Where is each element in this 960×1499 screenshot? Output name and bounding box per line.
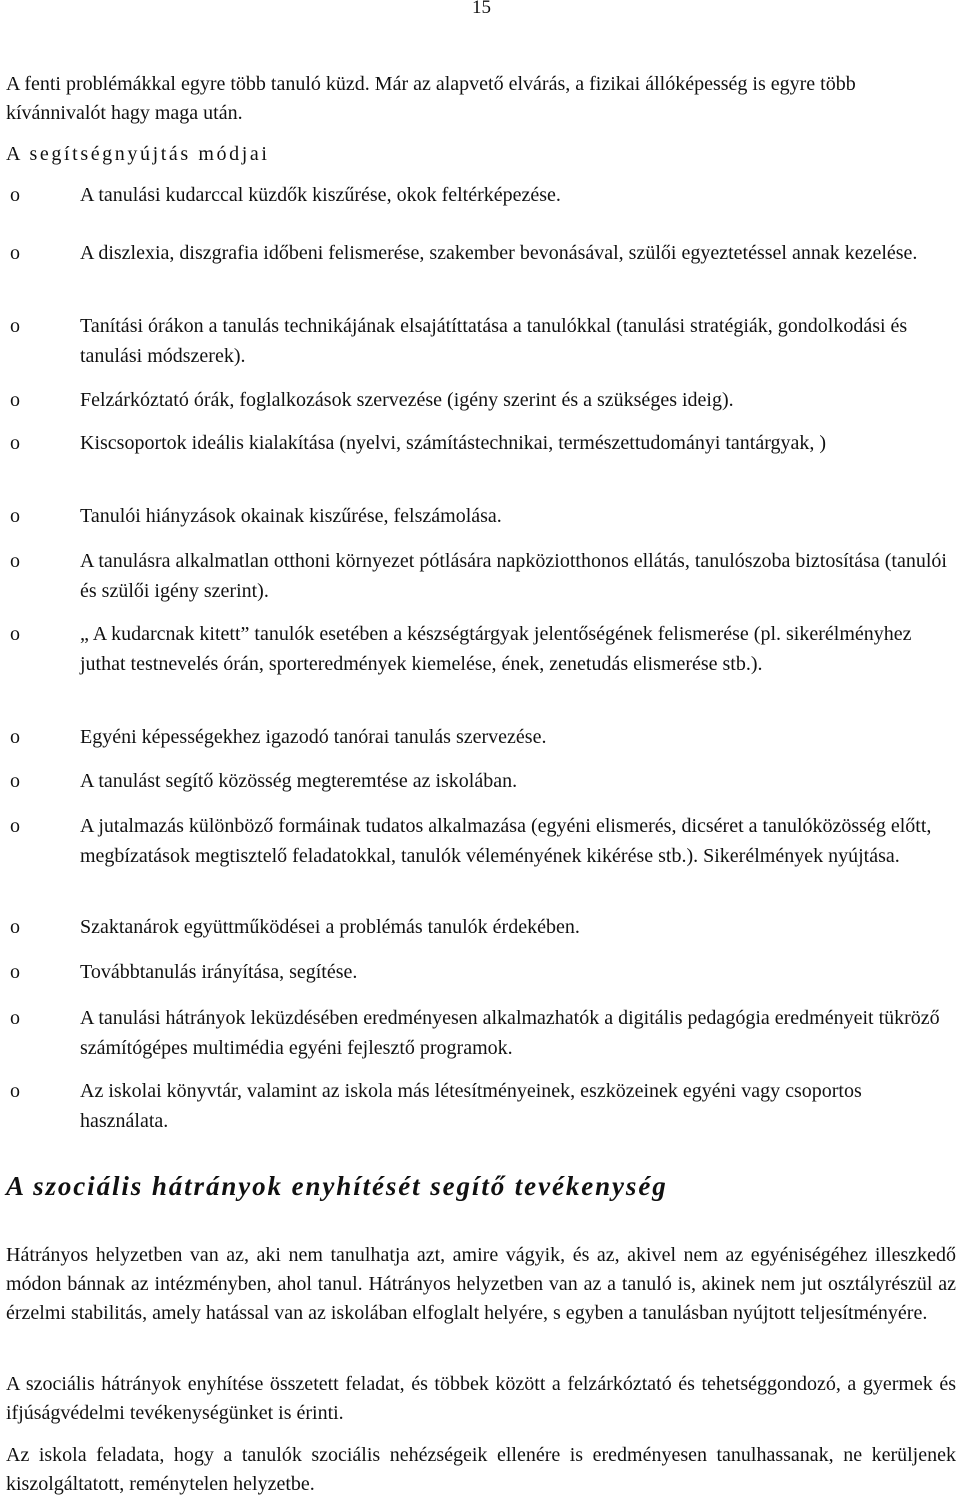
list-item <box>10 957 955 987</box>
intro-paragraph: A fenti problémákkal egyre több tanuló küzd. Már az alapvető elvárás, a fizikai állóképesség is egyre több kívánnivalót hagy maga után. <box>6 73 856 124</box>
bullet-icon: o <box>10 1007 20 1029</box>
list-item <box>10 912 955 942</box>
list-item-text: Tanítási órákon a tanulás technikájának elsajátíttatása a tanulókkal (tanulási stratégiák, gondolkodási és tanulási módszerek). <box>80 315 908 367</box>
bullet-icon: o <box>10 505 20 527</box>
list-item <box>10 722 955 752</box>
list-item <box>10 311 955 371</box>
social-paragraph: Hátrányos helyzetben van az, aki nem tanulhatja azt, amire vágyik, és az, akivel nem az egyéniségéhez illeszkedő módon bánnak az intézményben, ahol tanul. Hátrányos helyzetben van az a tanuló is, akinek nem jut osztályrészül az érzelmi stabilitás, amely hatással van az iskolában elfoglalt helyére, s egyben a tanulásban nyújtott teljesítményére. <box>6 1244 956 1324</box>
list-item <box>10 811 955 871</box>
list-item-text: Felzárkóztató órák, foglalkozások szervezése (igény szerint és a szükséges ideig). <box>80 389 734 411</box>
social-paragraph: A szociális hátrányok enyhítése összetett feladat, és többek között a felzárkóztató és tehetséggondozó, a gyermek és ifjúságvédelmi tevékenységünket is érinti. <box>6 1373 956 1424</box>
list-item-text: A tanulásra alkalmatlan otthoni környezet pótlására napköziotthonos ellátás, tanulószoba biztosítása (tanulói és szülői igény szerint). <box>80 550 947 602</box>
list-item-text: Az iskolai könyvtár, valamint az iskola más létesítményeinek, eszközeinek egyéni vagy csoportos használata. <box>80 1080 862 1132</box>
list-item <box>10 428 955 458</box>
list-item-text: Szaktanárok együttműködései a problémás tanulók érdekében. <box>80 916 580 938</box>
list-item <box>10 619 955 679</box>
list-item-text: Kiscsoportok ideális kialakítása (nyelvi, számítástechnikai, természettudományi tantárgyak, ) <box>80 432 827 454</box>
list-item-text: Továbbtanulás irányítása, segítése. <box>80 961 358 983</box>
bullet-icon: o <box>10 184 20 206</box>
bullet-icon: o <box>10 315 20 337</box>
help-methods-heading: A segítségnyújtás módjai <box>6 143 270 165</box>
list-item <box>10 385 955 415</box>
list-item <box>10 1003 955 1063</box>
list-item <box>10 501 955 531</box>
list-item-text: Tanulói hiányzások okainak kiszűrése, felszámolása. <box>80 505 502 527</box>
bullet-icon: o <box>10 432 20 454</box>
bullet-icon: o <box>10 916 20 938</box>
social-paragraph: Az iskola feladata, hogy a tanulók szociális nehézségeik ellenére is eredményesen tanulhassanak, ne kerüljenek kiszolgáltatott, reménytelen helyzetbe. <box>6 1444 956 1495</box>
list-item-text: A diszlexia, diszgrafia időbeni felismerése, szakember bevonásával, szülői egyeztetéssel annak kezelése. <box>80 242 918 264</box>
bullet-icon: o <box>10 623 20 645</box>
list-item-text: Egyéni képességekhez igazodó tanórai tanulás szervezése. <box>80 726 547 748</box>
bullet-icon: o <box>10 770 20 792</box>
list-item-text: A jutalmazás különböző formáinak tudatos alkalmazása (egyéni elismerés, dicséret a tanulóközösség előtt, megbízatások megtisztelő feladatokkal, tanulók véleményének kikérése stb.). Sikerélmények nyújtása. <box>80 815 932 867</box>
list-item <box>10 546 955 606</box>
bullet-icon: o <box>10 242 20 264</box>
social-section-heading: A szociális hátrányok enyhítését segítő tevékenység <box>6 1171 668 1201</box>
bullet-icon: o <box>10 389 20 411</box>
bullet-icon: o <box>10 815 20 837</box>
list-item-text: A tanulási hátrányok leküzdésében eredményesen alkalmazhatók a digitális pedagógia eredményeit tükröző számítógépes multimédia egyéni fejlesztő programok. <box>80 1007 940 1059</box>
list-item-text: A tanulást segítő közösség megteremtése az iskolában. <box>80 770 518 792</box>
bullet-icon: o <box>10 1080 20 1102</box>
list-item <box>10 766 955 796</box>
list-item-text: A tanulási kudarccal küzdők kiszűrése, okok feltérképezése. <box>80 184 561 206</box>
list-item <box>10 180 955 210</box>
list-item-text: „ A kudarcnak kitett” tanulók esetében a készségtárgyak jelentőségének felismerése (pl. sikerélményhez juthat testnevelés órán, sporteredmények kiemelése, ének, zenetudás elismerése stb.). <box>80 623 912 675</box>
list-item <box>10 1076 955 1136</box>
page-number: 15 <box>472 0 491 18</box>
bullet-icon: o <box>10 961 20 983</box>
bullet-icon: o <box>10 550 20 572</box>
list-item <box>10 238 955 268</box>
bullet-icon: o <box>10 726 20 748</box>
